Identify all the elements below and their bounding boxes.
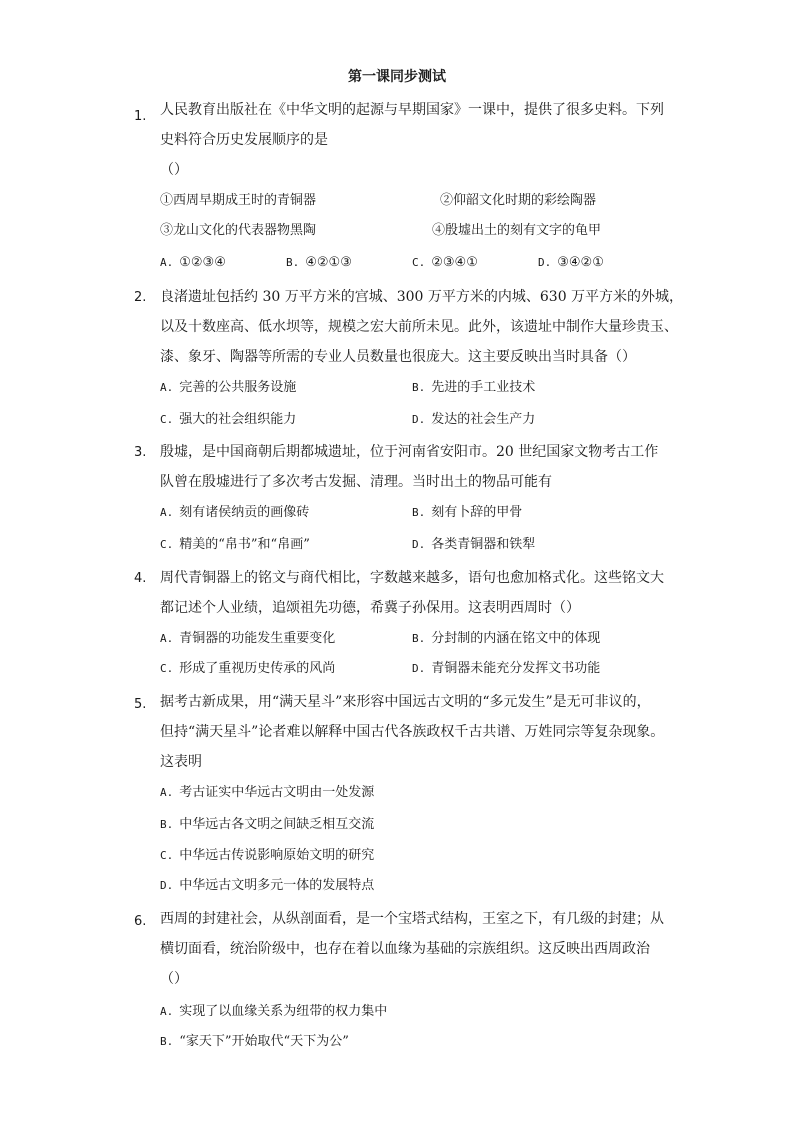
question-stem — [160, 904, 680, 994]
stem-line: 横切面看，统治阶级中，也存在着以血缘为基础的宗族组织。这反映出西周政治 — [160, 941, 650, 957]
option-b[interactable] — [412, 503, 522, 523]
option-label: D. — [412, 413, 426, 426]
option-a[interactable] — [160, 629, 335, 649]
option-label: D. — [412, 662, 426, 675]
option-label: B. — [412, 632, 426, 645]
option-a[interactable] — [160, 503, 309, 523]
option-b[interactable] — [160, 1032, 349, 1052]
option-label: A. — [160, 786, 174, 799]
stem-line: （） — [160, 162, 188, 178]
question-stem — [160, 563, 680, 623]
option-label: D. — [538, 256, 552, 269]
option-text: 完善的公共服务设施 — [179, 380, 297, 395]
option-text: 强大的社会组织能力 — [179, 412, 297, 427]
option-text: 中华远古文明多元一体的发展特点 — [179, 878, 375, 893]
option-d[interactable] — [538, 253, 604, 273]
option-label: B. — [286, 256, 300, 269]
option-d[interactable] — [412, 659, 600, 679]
option-b[interactable] — [412, 629, 600, 649]
option-d[interactable] — [412, 410, 535, 430]
stem-line: 都记述个人业绩，追颂祖先功德，希冀子孙保用。这表明西周时（） — [160, 600, 580, 616]
option-text: ②③④① — [431, 255, 478, 270]
option-text: 各类青铜器和铁犁 — [431, 537, 536, 552]
question-stem — [160, 95, 680, 185]
stem-line: 史料符合历史发展顺序的是 — [160, 132, 328, 148]
question-stem — [160, 687, 680, 777]
question-number: 3. — [134, 445, 147, 460]
option-label: A. — [160, 632, 174, 645]
option-text: ④②①③ — [305, 255, 352, 270]
option-text: 考古证实中华远古文明由一处发源 — [179, 785, 375, 800]
option-text: ③④②① — [557, 255, 604, 270]
option-c[interactable] — [160, 410, 296, 430]
stem-line: 良渚遗址包括约 30 万平方米的宫城、300 万平方米的内城、630 万平方米的外城， — [160, 289, 684, 305]
option-label: C. — [160, 849, 174, 862]
option-text: 精美的“帛书”和“帛画” — [179, 537, 310, 552]
option-c[interactable] — [160, 535, 310, 555]
option-c[interactable] — [160, 846, 374, 866]
item-1: ①西周早期成王时的青铜器 — [160, 193, 317, 208]
option-label: D. — [412, 538, 426, 551]
option-text: 中华远古传说影响原始文明的研究 — [179, 848, 375, 863]
option-b[interactable] — [412, 378, 535, 398]
option-text: 刻有卜辞的甲骨 — [431, 505, 523, 520]
option-label: A. — [160, 381, 174, 394]
stem-line: 这表明 — [160, 754, 202, 770]
option-b[interactable] — [286, 253, 352, 273]
question-number: 4. — [134, 571, 147, 586]
question-number: 6. — [134, 914, 147, 929]
option-text: 先进的手工业技术 — [431, 380, 536, 395]
option-text: 中华远古各文明之间缺乏相互交流 — [179, 817, 375, 832]
option-label: A. — [160, 506, 174, 519]
option-label: C. — [160, 662, 174, 675]
option-label: C. — [160, 413, 174, 426]
option-label: D. — [160, 879, 174, 892]
option-d[interactable] — [412, 535, 535, 555]
option-label: C. — [160, 538, 174, 551]
stem-line: 漆、象牙、陶器等所需的专业人员数量也很庞大。这主要反映出当时具备（） — [160, 349, 636, 365]
stem-line: 队曾在殷墟进行了多次考古发掘、清理。当时出土的物品可能有 — [160, 474, 552, 490]
option-a[interactable] — [160, 1002, 387, 1022]
option-d[interactable] — [160, 876, 374, 896]
option-text: 实现了以血缘关系为纽带的权力集中 — [179, 1004, 388, 1019]
option-text: 青铜器未能充分发挥文书功能 — [431, 661, 601, 676]
stem-line: 以及十数座高、低水坝等，规模之宏大前所未见。此外，该遗址中制作大量珍贵玉、 — [160, 319, 678, 335]
question-stem — [160, 282, 684, 372]
question-number: 5. — [134, 697, 147, 712]
option-a[interactable] — [160, 783, 374, 803]
stem-line: 据考古新成果，用“满天星斗”来形容中国远古文明的“多元发生”是无可非议的， — [160, 694, 651, 710]
option-a[interactable] — [160, 378, 296, 398]
option-text: 青铜器的功能发生重要变化 — [179, 631, 336, 646]
stem-line: 但持“满天星斗”论者难以解释中国古代各族政权千古共谱、万姓同宗等复杂现象。 — [160, 724, 665, 740]
option-text: 分封制的内涵在铭文中的体现 — [431, 631, 601, 646]
option-label: A. — [160, 256, 174, 269]
option-text: 形成了重视历史传承的风尚 — [179, 661, 336, 676]
option-text: “家天下”开始取代“天下为公” — [179, 1034, 349, 1049]
question-stem — [160, 437, 680, 497]
item-3: ③龙山文化的代表器物黑陶 — [160, 223, 317, 238]
option-text: 刻有诸侯纳贡的画像砖 — [179, 505, 310, 520]
page-title: 第一课同步测试 — [348, 69, 446, 85]
stem-line: 西周的封建社会，从纵剖面看，是一个宝塔式结构，王室之下，有几级的封建；从 — [160, 911, 664, 927]
stem-line: 人民教育出版社在《中华文明的起源与早期国家》一课中，提供了很多史料。下列 — [160, 102, 664, 118]
option-c[interactable] — [412, 253, 478, 273]
option-label: C. — [412, 256, 426, 269]
option-label: B. — [160, 818, 174, 831]
stem-line: 殷墟，是中国商朝后期都城遗址，位于河南省安阳市。20 世纪国家文物考古工作 — [160, 444, 659, 460]
option-b[interactable] — [160, 815, 374, 835]
question-number: 2. — [134, 290, 147, 305]
stem-line: 周代青铜器上的铭文与商代相比，字数越来越多，语句也愈加格式化。这些铭文大 — [160, 570, 664, 586]
stem-line: （） — [160, 971, 188, 987]
option-label: A. — [160, 1005, 174, 1018]
option-label: B. — [412, 506, 426, 519]
item-4: ④殷墟出土的刻有文字的龟甲 — [432, 223, 602, 238]
option-text: ①②③④ — [179, 255, 226, 270]
option-c[interactable] — [160, 659, 335, 679]
option-text: 发达的社会生产力 — [431, 412, 536, 427]
question-number: 1. — [134, 109, 147, 124]
option-a[interactable] — [160, 253, 226, 273]
item-2: ②仰韶文化时期的彩绘陶器 — [440, 193, 597, 208]
option-label: B. — [412, 381, 426, 394]
option-label: B. — [160, 1035, 174, 1048]
